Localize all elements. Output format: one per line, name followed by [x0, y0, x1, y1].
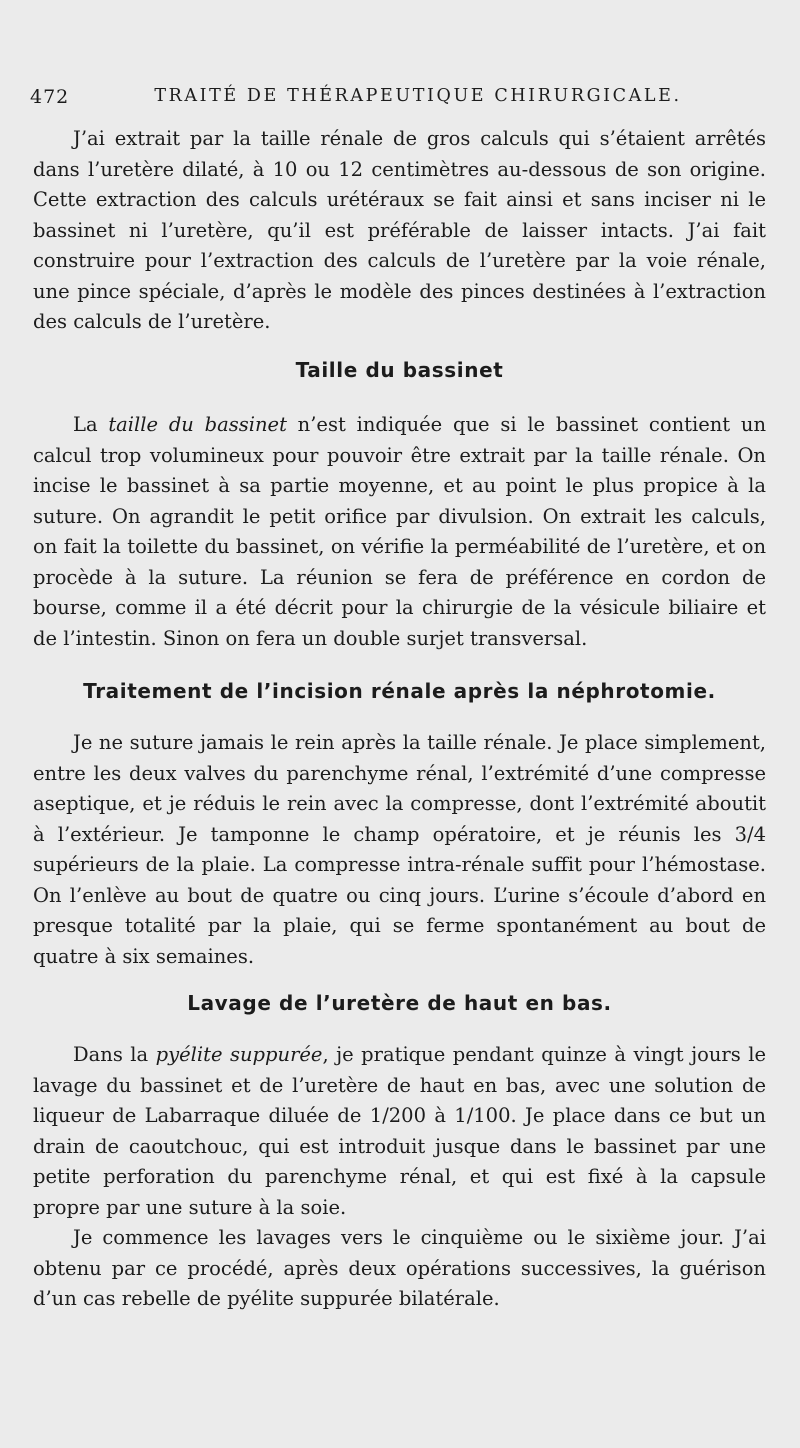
traitement-paragraph: Je ne suture jamais le rein après la taille rénale. Je place simplement, entre les deux valves du parenchyme rénal, l’extrémité d’une compresse aseptique, et je réduis le rein avec la compresse, dont l’extrémité aboutit à l’extérieur. Je tamponne le champ opératoire, et je réunis les 3/4 supérieurs de la plaie. La compresse intra-rénale suffit pour l’hémostase. On l’enlève au bout de quatre ou cinq jours. L’urine s’écoule d’abord en presque totalité par la plaie, qui se ferme spontanément au bout de quatre à six semaines. [33, 731, 766, 968]
intro-section [33, 124, 766, 338]
heading-lavage-uretere: Lavage de l’uretère de haut en bas. [187, 991, 612, 1015]
lavage-paragraph-1-start: Dans la [73, 1043, 156, 1066]
lavage-paragraph-1-rest: , je pratique pendant quinze à vingt jours le lavage du bassinet et de l’uretère de haut en bas, avec une solution de liqueur de Labarraque diluée de 1/200 à 1/100. Je place dans ce but un drain de caoutchouc, qui est introduit jusque dans le bassinet par une petite perforation du parenchyme rénal, et qui est fixé à la capsule propre par une suture à la soie. [33, 1043, 766, 1219]
traitement-section [33, 728, 766, 972]
page-number: 472 [30, 86, 70, 108]
lavage-paragraph-1 [33, 1040, 766, 1223]
taille-paragraph [33, 410, 766, 654]
running-header [30, 82, 770, 112]
intro-paragraph: J’ai extrait par la taille rénale de gros calculs qui s’étaient arrêtés dans l’uretère dilaté, à 10 ou 12 centimètres au-dessous de son origine. Cette extraction des calculs urétéraux se fait ainsi et sans inciser ni le bassinet ni l’uretère, qu’il est préférable de laisser intacts. J’ai fait construire pour l’extraction des calculs de l’uretère par la voie rénale, une pince spéciale, d’après le modèle des pinces destinées à l’extraction des calculs de l’uretère. [33, 127, 766, 333]
heading-traitement-incision: Traitement de l’incision rénale après la néphrotomie. [83, 679, 716, 703]
taille-section [33, 410, 766, 654]
taille-paragraph-italic: taille du bassinet [108, 413, 287, 436]
lavage-paragraph-1-italic: pyélite suppurée [155, 1043, 323, 1066]
lavage-section [33, 1040, 766, 1315]
running-title: TRAITÉ DE THÉRAPEUTIQUE CHIRURGICALE. [154, 86, 682, 106]
heading-taille-du-bassinet: Taille du bassinet [295, 358, 504, 382]
taille-paragraph-start: La [73, 413, 109, 436]
taille-paragraph-rest: n’est indiquée que si le bassinet contient un calcul trop volumineux pour pouvoir être extrait par la taille rénale. On incise le bassinet à sa partie moyenne, et au point le plus propice à la suture. On agrandit le petit orifice par divulsion. On extrait les calculs, on fait la toilette du bassinet, on vérifie la perméabilité de l’uretère, et on procède à la suture. La réunion se fera de préférence en cordon de bourse, comme il a été décrit pour la chirurgie de la vésicule biliaire et de l’intestin. Sinon on fera un double surjet transversal. [33, 413, 767, 650]
lavage-paragraph-2: Je commence les lavages vers le cinquième ou le sixième jour. J’ai obtenu par ce procédé, après deux opérations successives, la guérison d’un cas rebelle de pyélite suppurée bilatérale. [33, 1226, 766, 1310]
